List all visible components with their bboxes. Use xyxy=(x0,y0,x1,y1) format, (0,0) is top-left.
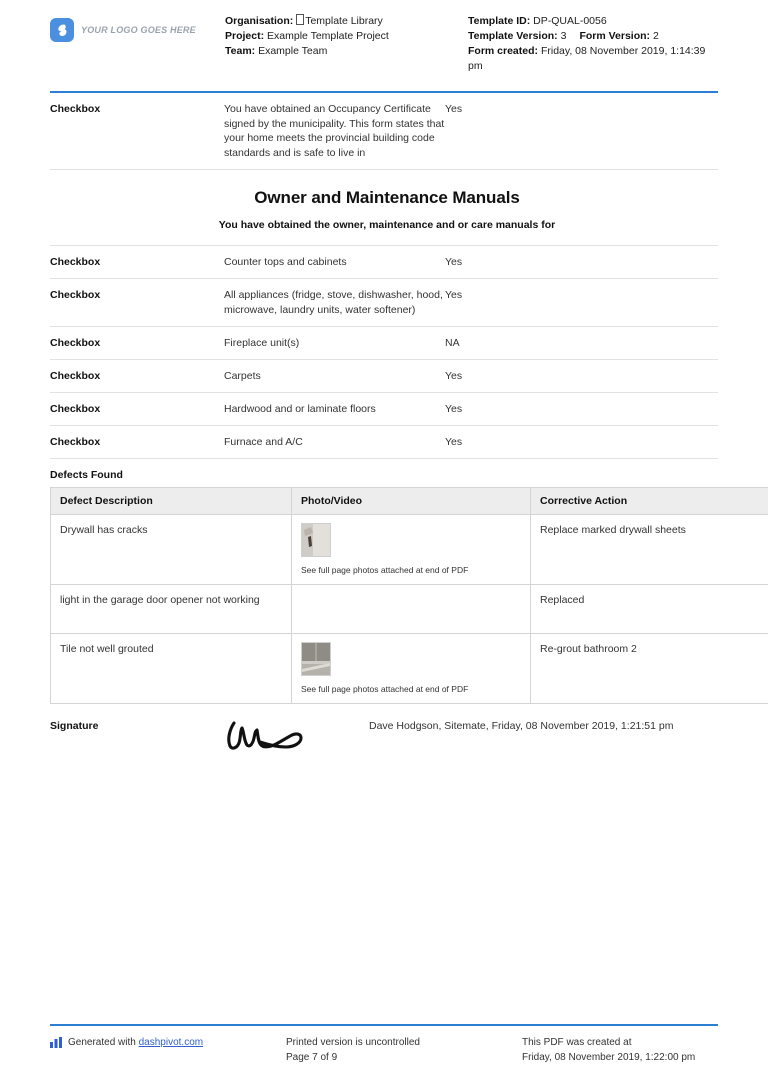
checkbox-value: Yes xyxy=(445,435,463,448)
checkbox-description: Fireplace unit(s) xyxy=(224,336,300,349)
section-subtitle: You have obtained the owner, maintenance and or care manuals for xyxy=(218,219,556,232)
signature-label: Signature xyxy=(50,720,99,733)
form-created-line xyxy=(468,44,718,74)
footer-created-block xyxy=(522,1036,718,1065)
document-header xyxy=(50,0,718,74)
defect-photo-thumbnail-icon xyxy=(301,642,331,676)
logo-block xyxy=(50,14,225,42)
footer-generated-text xyxy=(68,1036,203,1051)
handwritten-signature-icon xyxy=(224,719,320,753)
missing-glyph-icon xyxy=(296,14,304,25)
organisation-label: Organisation: xyxy=(225,15,294,27)
column-header-photo-video: Photo/Video xyxy=(292,487,531,514)
checkbox-value: NA xyxy=(445,336,460,349)
pdf-created-value: Friday, 08 November 2019, 1:22:00 pm xyxy=(522,1051,696,1063)
template-version-value: 3 xyxy=(560,29,567,42)
defect-description-cell: Drywall has cracks xyxy=(51,514,292,584)
bar-chart-icon xyxy=(50,1037,62,1048)
section-title: Owner and Maintenance Manuals xyxy=(254,188,520,208)
checkbox-description: Hardwood and or laminate floors xyxy=(224,402,376,415)
footer-print-block xyxy=(286,1036,522,1065)
checkbox-label: Checkbox xyxy=(50,435,101,448)
checkbox-value: Yes xyxy=(445,256,463,269)
checklist-row xyxy=(50,426,718,459)
template-version-label: Template Version: xyxy=(468,29,558,42)
dashpivot-link[interactable]: dashpivot.com xyxy=(138,1037,204,1048)
signature-image xyxy=(224,718,369,756)
defect-photo-thumbnail-icon xyxy=(301,523,331,557)
checkbox-label: Checkbox xyxy=(50,256,101,269)
corrective-action-cell: Replaced xyxy=(531,584,768,633)
form-version-value: 2 xyxy=(652,29,659,42)
page-number: Page 7 of 9 xyxy=(286,1051,338,1063)
project-label: Project: xyxy=(225,29,265,42)
organisation-line xyxy=(225,14,468,29)
defect-photo-cell xyxy=(292,633,531,703)
generated-prefix: Generated with xyxy=(68,1037,136,1048)
checkbox-label: Checkbox xyxy=(50,336,101,349)
organisation-value: Template Library xyxy=(305,15,383,27)
checkbox-label: Checkbox xyxy=(50,369,101,382)
checkbox-label: Checkbox xyxy=(50,289,101,302)
column-header-defect-description: Defect Description xyxy=(51,487,292,514)
checkbox-label: Checkbox xyxy=(50,402,101,415)
checklist-row xyxy=(50,246,718,279)
checkbox-value: Yes xyxy=(445,102,463,115)
checkbox-value: Yes xyxy=(445,289,463,302)
checklist-row xyxy=(50,279,718,327)
table-row xyxy=(51,514,768,584)
form-created-label: Form created: xyxy=(468,44,539,57)
manuals-checklist xyxy=(50,246,718,458)
checkbox-value: Yes xyxy=(445,402,463,415)
defects-section-title: Defects Found xyxy=(50,468,123,481)
checkbox-description: All appliances (fridge, stove, dishwasher, hood, microwave, laundry units, water softener) xyxy=(224,289,443,317)
corrective-action-cell: Replace marked drywall sheets xyxy=(531,514,768,584)
header-meta-right xyxy=(468,14,718,74)
version-line xyxy=(468,29,718,44)
checkbox-label: Checkbox xyxy=(50,102,101,115)
template-id-value: DP-QUAL-0056 xyxy=(533,15,607,27)
logo-placeholder-text: YOUR LOGO GOES HERE xyxy=(81,25,196,35)
table-row xyxy=(51,633,768,703)
column-header-corrective-action: Corrective Action xyxy=(531,487,768,514)
defect-description-cell: Tile not well grouted xyxy=(51,633,292,703)
header-meta-left xyxy=(225,14,468,59)
form-created-value: Friday, 08 November 2019, 1:14:39 pm xyxy=(468,44,706,72)
checkbox-description: Counter tops and cabinets xyxy=(224,256,347,269)
corrective-action-cell: Re-grout bathroom 2 xyxy=(531,633,768,703)
checklist-row xyxy=(50,327,718,360)
checkbox-value: Yes xyxy=(445,369,463,382)
checklist-row xyxy=(50,93,718,171)
team-label: Team: xyxy=(225,44,256,57)
photo-caption: See full page photos attached at end of PDF xyxy=(301,564,469,575)
defect-description-cell: light in the garage door opener not working xyxy=(51,584,292,633)
template-id-line xyxy=(468,14,718,29)
team-line xyxy=(225,44,468,59)
footer-columns xyxy=(50,1026,718,1065)
defect-photo-cell xyxy=(292,584,531,633)
footer-generated-block xyxy=(50,1036,286,1065)
table-row xyxy=(51,584,768,633)
form-version-label: Form Version: xyxy=(579,29,651,42)
project-line xyxy=(225,29,468,44)
defect-photo-cell xyxy=(292,514,531,584)
template-id-label: Template ID: xyxy=(468,15,531,27)
checklist-row xyxy=(50,393,718,426)
manuals-section-header xyxy=(50,170,718,246)
empty-photo-placeholder xyxy=(301,593,521,625)
pdf-created-label: This PDF was created at xyxy=(522,1037,632,1048)
signature-block xyxy=(50,718,718,756)
table-header-row xyxy=(51,487,768,514)
printed-notice: Printed version is uncontrolled xyxy=(286,1037,420,1048)
project-value: Example Template Project xyxy=(267,29,389,42)
company-logo-icon xyxy=(50,18,74,42)
document-footer xyxy=(50,1024,718,1065)
team-value: Example Team xyxy=(258,44,328,57)
checkbox-description: Carpets xyxy=(224,369,261,382)
checkbox-description: Furnace and A/C xyxy=(224,435,303,448)
signature-meta: Dave Hodgson, Sitemate, Friday, 08 November 2019, 1:21:51 pm xyxy=(369,720,674,733)
photo-caption: See full page photos attached at end of PDF xyxy=(301,683,469,694)
checklist-row xyxy=(50,360,718,393)
defects-table xyxy=(50,487,768,705)
checkbox-description: You have obtained an Occupancy Certificate signed by the municipality. This form states that your home meets the provincial building code standards and is safe to live in xyxy=(224,102,445,160)
